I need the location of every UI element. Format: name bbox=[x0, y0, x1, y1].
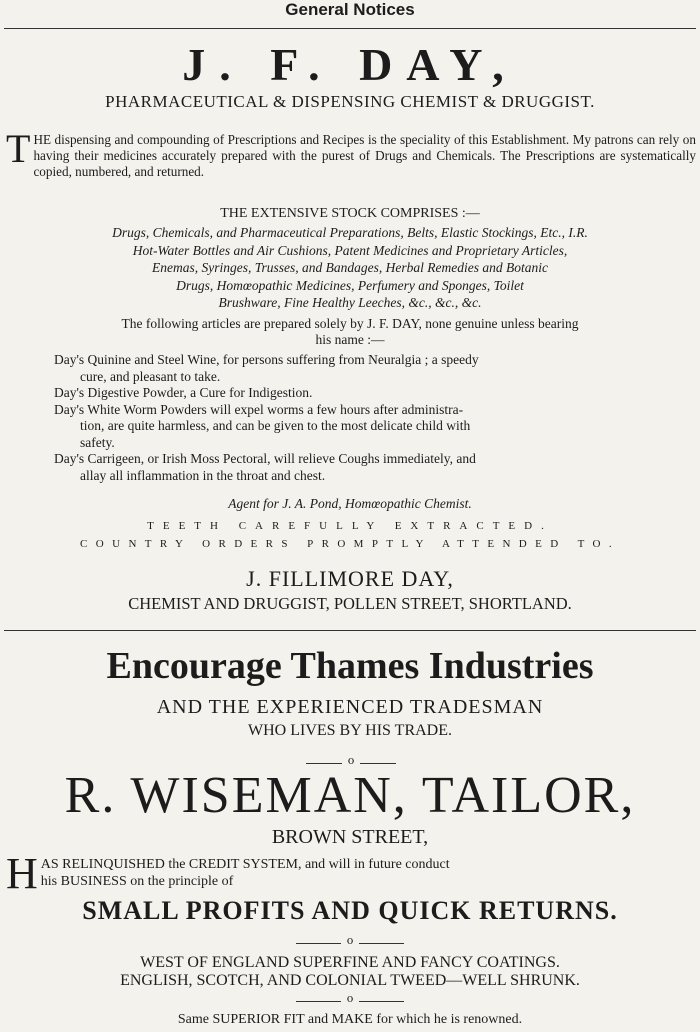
divider-mark: o bbox=[347, 754, 355, 767]
prepared-line: The following articles are prepared solely by J. F. DAY, none genuine unless bearing bbox=[121, 316, 579, 331]
country-line: COUNTRY ORDERS PROMPTLY ATTENDED TO. bbox=[80, 538, 620, 550]
wiseman-intro bbox=[6, 849, 696, 898]
intro-line: AS RELINQUISHED the CREDIT SYSTEM, and will in future conduct bbox=[40, 857, 450, 872]
day-intro bbox=[6, 126, 696, 180]
wiseman-line3: WHO LIVES BY HIS TRADE. bbox=[248, 722, 452, 739]
day-name: J. F. DAY, bbox=[182, 39, 518, 90]
day-subtitle: PHARMACEUTICAL & DISPENSING CHEMIST & DRUGGIST. bbox=[105, 92, 595, 111]
intro-line: his BUSINESS on the principle of bbox=[40, 874, 234, 889]
stock-heading: THE EXTENSIVE STOCK COMPRISES :— bbox=[220, 206, 480, 221]
product-item: Day's White Worm Powders will expel worms a few hours after administra- tion, are quite harmless, and can be given to the most delicate child with safety. bbox=[54, 401, 471, 450]
stock-line: Brushware, Fine Healthy Leeches, &c., &c., &c. bbox=[218, 295, 482, 310]
wiseman-street: BROWN STREET, bbox=[271, 826, 429, 848]
section-header: General Notices bbox=[285, 0, 415, 19]
prepared-notice bbox=[0, 316, 700, 348]
ornament-divider bbox=[296, 992, 404, 1006]
intro-text: HE dispensing and compounding of Prescriptions and Recipes is the speciality of this Establishment. My patrons can rely on having their medicines accurately prepared with the purest of Drugs and Chemicals. The Prescriptions are systematically copied, numbered, and returned. bbox=[33, 132, 696, 179]
stock-line: Drugs, Homœopathic Medicines, Perfumery and Sponges, Toilet bbox=[176, 277, 524, 293]
divider-mark: o bbox=[346, 934, 354, 947]
teeth-line: TEETH CAREFULLY EXTRACTED. bbox=[147, 520, 553, 532]
wiseman-name: R. WISEMAN, TAILOR, bbox=[64, 767, 636, 824]
wiseman-tweed: ENGLISH, SCOTCH, AND COLONIAL TWEED—WELL SHRUNK. bbox=[120, 972, 580, 989]
header-rule bbox=[4, 28, 696, 29]
stock-line: Hot-Water Bottles and Air Cushions, Patent Medicines and Proprietary Articles, bbox=[132, 242, 568, 258]
stock-line: Drugs, Chemicals, and Pharmaceutical Preparations, Belts, Elastic Stockings, Etc., I.R. bbox=[112, 225, 588, 240]
product-list bbox=[54, 352, 674, 484]
wiseman-closing: Same SUPERIOR FIT and MAKE for which he is renowned. bbox=[177, 1012, 523, 1027]
prepared-line: his name :— bbox=[315, 332, 385, 347]
signature-address: CHEMIST AND DRUGGIST, POLLEN STREET, SHORTLAND. bbox=[128, 594, 572, 613]
agent-line: Agent for J. A. Pond, Homœopathic Chemist. bbox=[228, 496, 472, 511]
ad-divider-rule bbox=[4, 630, 696, 631]
wiseman-line2: AND THE EXPERIENCED TRADESMAN bbox=[156, 696, 544, 718]
stock-line: Enemas, Syringes, Trusses, and Bandages, Herbal Remedies and Botanic bbox=[152, 260, 548, 275]
divider-mark: o bbox=[346, 992, 354, 1005]
signature-name: J. FILLIMORE DAY, bbox=[246, 566, 454, 591]
wiseman-coatings: WEST OF ENGLAND SUPERFINE AND FANCY COATINGS. bbox=[140, 954, 560, 971]
product-item: Day's Digestive Powder, a Cure for Indigestion. bbox=[54, 385, 313, 400]
ornament-divider bbox=[296, 934, 404, 948]
drop-cap: T bbox=[6, 126, 31, 171]
drop-cap: H bbox=[6, 849, 38, 898]
wiseman-headline: Encourage Thames Industries bbox=[106, 645, 594, 687]
product-item: Day's Quinine and Steel Wine, for persons suffering from Neuralgia ; a speedy cure, and pleasant to take. bbox=[54, 352, 479, 384]
stock-list bbox=[0, 224, 700, 312]
product-item: Day's Carrigeen, or Irish Moss Pectoral, will relieve Coughs immediately, and allay all inflammation in the throat and chest. bbox=[54, 451, 476, 483]
wiseman-slogan: SMALL PROFITS AND QUICK RETURNS. bbox=[82, 896, 618, 925]
